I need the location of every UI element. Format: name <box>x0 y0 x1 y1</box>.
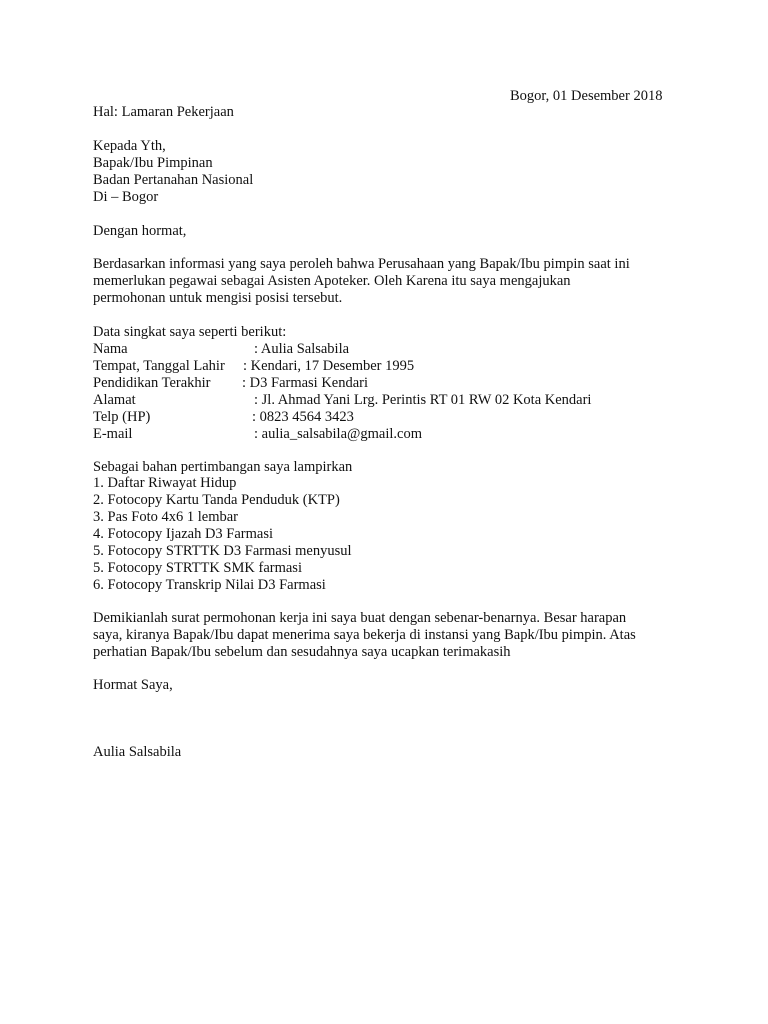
personal-label: Tempat, Tanggal Lahir <box>93 358 225 374</box>
list-item: 1. Daftar Riwayat Hidup <box>93 475 237 491</box>
attachments-heading: Sebagai bahan pertimbangan saya lampirkan <box>93 459 353 475</box>
list-item: 5. Fotocopy STRTTK D3 Farmasi menyusul <box>93 543 352 559</box>
personal-label: Nama <box>93 341 128 357</box>
data-heading: Data singkat saya seperti berikut: <box>93 324 287 340</box>
list-item: 6. Fotocopy Transkrip Nilai D3 Farmasi <box>93 577 326 593</box>
signature-name: Aulia Salsabila <box>93 744 182 760</box>
greeting: Dengan hormat, <box>93 223 187 239</box>
personal-value: : D3 Farmasi Kendari <box>242 375 369 391</box>
intro-line: memerlukan pegawai sebagai Asisten Apoteker. Oleh Karena itu saya mengajukan <box>93 273 571 289</box>
signoff: Hormat Saya, <box>93 677 173 693</box>
recipient-line: Kepada Yth, <box>93 138 166 154</box>
closing-line: perhatian Bapak/Ibu sebelum dan sesudahnya saya ucapkan terimakasih <box>93 644 511 660</box>
list-item: 2. Fotocopy Kartu Tanda Penduduk (KTP) <box>93 492 340 508</box>
intro-line: permohonan untuk mengisi posisi tersebut. <box>93 290 343 306</box>
personal-label: E-mail <box>93 426 133 442</box>
closing-line: saya, kiranya Bapak/Ibu dapat menerima saya bekerja di instansi yang Bapk/Ibu pimpin. Atas <box>93 627 636 643</box>
personal-value: : Jl. Ahmad Yani Lrg. Perintis RT 01 RW 02 Kota Kendari <box>254 392 592 408</box>
intro-line: Berdasarkan informasi yang saya peroleh bahwa Perusahaan yang Bapak/Ibu pimpin saat ini <box>93 256 630 272</box>
personal-value: : Aulia Salsabila <box>254 341 350 357</box>
recipient-line: Badan Pertanahan Nasional <box>93 172 254 188</box>
personal-label: Telp (HP) <box>93 409 151 425</box>
list-item: 5. Fotocopy STRTTK SMK farmasi <box>93 560 302 576</box>
letter-date: Bogor, 01 Desember 2018 <box>510 88 663 104</box>
list-item: 4. Fotocopy Ijazah D3 Farmasi <box>93 526 274 542</box>
list-item: 3. Pas Foto 4x6 1 lembar <box>93 509 238 525</box>
closing-line: Demikianlah surat permohonan kerja ini saya buat dengan sebenar-benarnya. Besar harapan <box>93 610 627 626</box>
personal-value: : 0823 4564 3423 <box>252 409 354 425</box>
personal-label: Pendidikan Terakhir <box>93 375 211 391</box>
personal-value: : aulia_salsabila@gmail.com <box>254 426 422 442</box>
recipient-line: Bapak/Ibu Pimpinan <box>93 155 213 171</box>
personal-label: Alamat <box>93 392 136 408</box>
recipient-line: Di – Bogor <box>93 189 159 205</box>
letter-subject: Hal: Lamaran Pekerjaan <box>93 104 234 120</box>
personal-value: : Kendari, 17 Desember 1995 <box>243 358 415 374</box>
